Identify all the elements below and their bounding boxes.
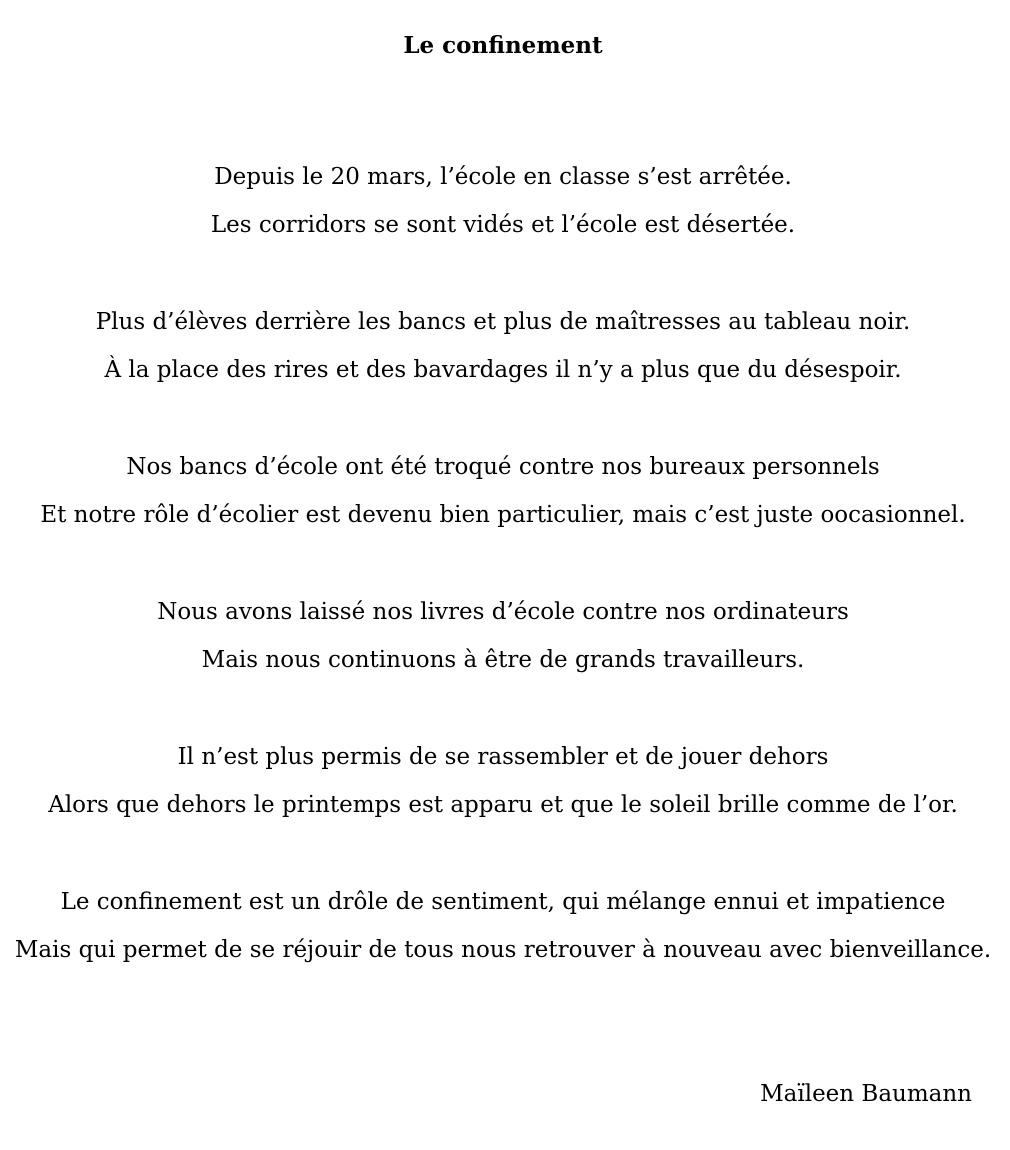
stanza-5 (0, 740, 1006, 836)
poem-line: Plus d’élèves derrière les bancs et plus de maîtresses au tableau noir. (95, 309, 911, 335)
poem-line: Alors que dehors le printemps est apparu et que le soleil brille comme de l’or. (48, 792, 958, 818)
poem-line: Mais qui permet de se réjouir de tous nous retrouver à nouveau avec bienveillance. (14, 937, 992, 963)
stanza-4 (0, 595, 1006, 691)
stanza-3 (0, 450, 1006, 546)
poem-line: Nos bancs d’école ont été troqué contre nos bureaux personnels (126, 454, 880, 480)
poem-line: Et notre rôle d’écolier est devenu bien particulier, mais c’est juste oocasionnel. (40, 502, 966, 528)
poem-line: Nous avons laissé nos livres d’école contre nos ordinateurs (157, 599, 849, 625)
stanza-6 (0, 885, 1006, 981)
poem-line: Mais nous continuons à être de grands travailleurs. (201, 647, 805, 673)
author-signature: Maïleen Baumann (760, 1081, 972, 1107)
poem-title: Le confinement (403, 32, 603, 59)
poem-line: Il n’est plus permis de se rassembler et de jouer dehors (177, 744, 829, 770)
poem-line: Depuis le 20 mars, l’école en classe s’est arrêtée. (214, 164, 792, 190)
poem-line: Les corridors se sont vidés et l’école est désertée. (210, 212, 796, 238)
stanza-1 (0, 160, 1006, 256)
poem-body (0, 160, 1006, 1030)
stanza-2 (0, 305, 1006, 401)
poem-line: À la place des rires et des bavardages il n’y a plus que du désespoir. (104, 357, 902, 383)
poem-line: Le confinement est un drôle de sentiment, qui mélange ennui et impatience (60, 889, 946, 915)
